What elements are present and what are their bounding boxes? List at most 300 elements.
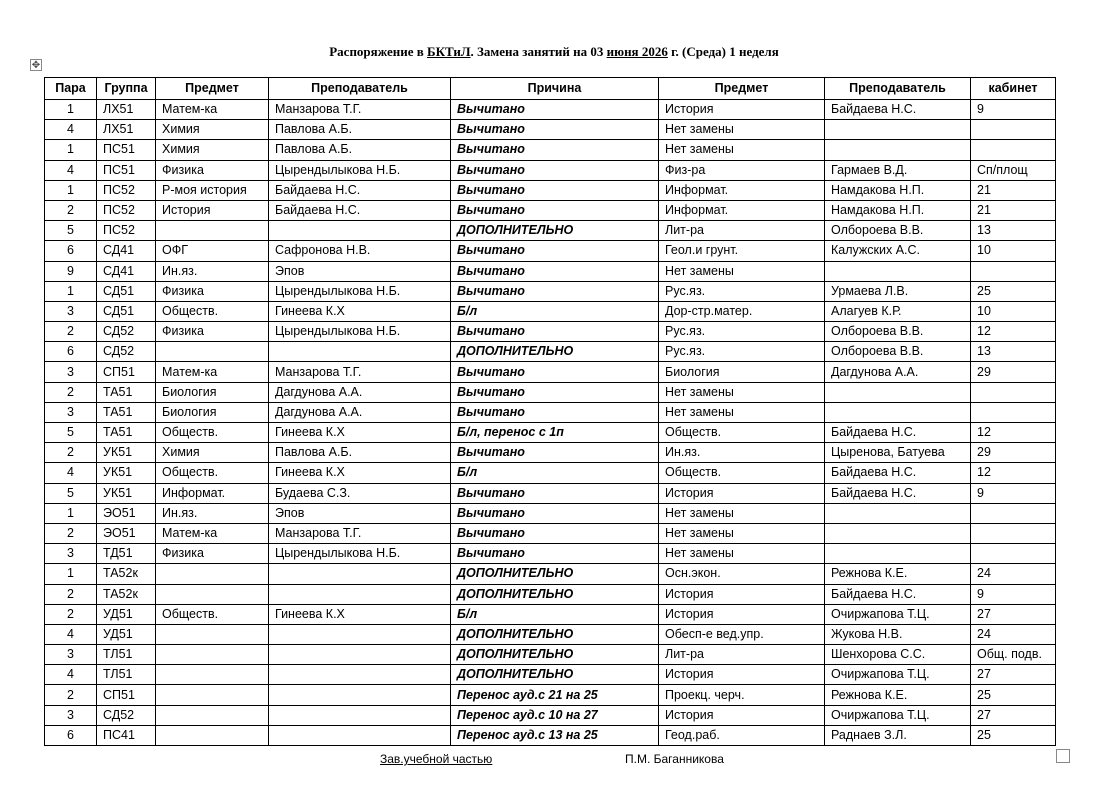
cell-teacher[interactable]: Гинеева К.Х	[269, 301, 451, 321]
cell-room[interactable]	[971, 544, 1056, 564]
cell-group[interactable]: ЛХ51	[97, 100, 156, 120]
cell-teacher[interactable]: Байдаева Н.С.	[269, 180, 451, 200]
cell-subject[interactable]: Обществ.	[156, 604, 269, 624]
cell-subject[interactable]: Физика	[156, 160, 269, 180]
cell-teacher[interactable]: Цырендылыкова Н.Б.	[269, 160, 451, 180]
cell-room[interactable]: 12	[971, 423, 1056, 443]
cell-group[interactable]: ПС52	[97, 200, 156, 220]
cell-room[interactable]: 12	[971, 463, 1056, 483]
table-row	[45, 402, 1056, 422]
cell-teacher[interactable]: Гинеева К.Х	[269, 463, 451, 483]
cell-teacher[interactable]	[269, 221, 451, 241]
cell-room[interactable]: 21	[971, 180, 1056, 200]
cell-new-teacher[interactable]: Олбороева В.В.	[825, 322, 971, 342]
cell-teacher[interactable]	[269, 584, 451, 604]
cell-group[interactable]: ТА51	[97, 402, 156, 422]
cell-subject[interactable]: Ин.яз.	[156, 261, 269, 281]
title-prefix: Распоряжение в	[329, 44, 427, 59]
cell-teacher[interactable]: Байдаева Н.С.	[269, 200, 451, 220]
header-subject: Предмет	[156, 78, 269, 100]
cell-para[interactable]: 3	[45, 544, 97, 564]
table-row	[45, 685, 1056, 705]
cell-para[interactable]: 3	[45, 645, 97, 665]
cell-new-teacher[interactable]: Очиржапова Т.Ц.	[825, 604, 971, 624]
table-row	[45, 564, 1056, 584]
cell-para[interactable]: 6	[45, 342, 97, 362]
cell-room[interactable]	[971, 120, 1056, 140]
cell-teacher[interactable]: Будаева С.З.	[269, 483, 451, 503]
cell-new-teacher[interactable]	[825, 523, 971, 543]
cell-group[interactable]: ТЛ51	[97, 665, 156, 685]
cell-subject[interactable]: Матем-ка	[156, 100, 269, 120]
header-teacher: Преподаватель	[269, 78, 451, 100]
cell-group[interactable]: СД52	[97, 322, 156, 342]
cell-subject[interactable]	[156, 645, 269, 665]
cell-subject[interactable]: Матем-ка	[156, 523, 269, 543]
cell-para[interactable]: 1	[45, 564, 97, 584]
cell-reason[interactable]: Вычитано	[451, 160, 659, 180]
cell-subject[interactable]: Физика	[156, 322, 269, 342]
cell-new-subject[interactable]: Нет замены	[659, 261, 825, 281]
cell-reason[interactable]: Вычитано	[451, 200, 659, 220]
cell-room[interactable]: 24	[971, 564, 1056, 584]
cell-group[interactable]: СД51	[97, 281, 156, 301]
table-row	[45, 463, 1056, 483]
cell-subject[interactable]: Обществ.	[156, 463, 269, 483]
cell-new-subject[interactable]: История	[659, 483, 825, 503]
cell-teacher[interactable]: Дагдунова А.А.	[269, 402, 451, 422]
cell-reason[interactable]: Вычитано	[451, 503, 659, 523]
cell-para[interactable]: 1	[45, 140, 97, 160]
cell-new-teacher[interactable]: Намдакова Н.П.	[825, 180, 971, 200]
cell-reason[interactable]: ДОПОЛНИТЕЛЬНО	[451, 564, 659, 584]
cell-room[interactable]	[971, 140, 1056, 160]
cell-new-subject[interactable]: Геол.и грунт.	[659, 241, 825, 261]
cell-room[interactable]	[971, 382, 1056, 402]
cell-new-teacher[interactable]: Шенхорова С.С.	[825, 645, 971, 665]
table-row	[45, 362, 1056, 382]
cell-new-subject[interactable]: Ин.яз.	[659, 443, 825, 463]
cell-room[interactable]: 13	[971, 221, 1056, 241]
cell-new-teacher[interactable]: Режнова К.Е.	[825, 685, 971, 705]
cell-room[interactable]: 27	[971, 604, 1056, 624]
cell-para[interactable]: 1	[45, 100, 97, 120]
cell-group[interactable]: УК51	[97, 463, 156, 483]
table-row	[45, 221, 1056, 241]
cell-new-teacher[interactable]	[825, 503, 971, 523]
cell-subject[interactable]: Физика	[156, 544, 269, 564]
table-row	[45, 160, 1056, 180]
cell-reason[interactable]: Вычитано	[451, 362, 659, 382]
cell-teacher[interactable]: Манзарова Т.Г.	[269, 523, 451, 543]
cell-new-teacher[interactable]	[825, 120, 971, 140]
cell-new-teacher[interactable]: Раднаев З.Л.	[825, 725, 971, 745]
cell-group[interactable]: СП51	[97, 362, 156, 382]
cell-new-teacher[interactable]: Байдаева Н.С.	[825, 100, 971, 120]
cell-para[interactable]: 1	[45, 180, 97, 200]
cell-para[interactable]: 9	[45, 261, 97, 281]
cell-new-teacher[interactable]: Очиржапова Т.Ц.	[825, 665, 971, 685]
cell-subject[interactable]: Физика	[156, 281, 269, 301]
table-header-row	[45, 78, 1056, 100]
cell-subject[interactable]: Матем-ка	[156, 362, 269, 382]
cell-room[interactable]: 13	[971, 342, 1056, 362]
cell-para[interactable]: 5	[45, 423, 97, 443]
cell-teacher[interactable]: Манзарова Т.Г.	[269, 100, 451, 120]
cell-group[interactable]: СД52	[97, 705, 156, 725]
cell-para[interactable]: 3	[45, 705, 97, 725]
table-row	[45, 645, 1056, 665]
cell-reason[interactable]: Вычитано	[451, 140, 659, 160]
table-row	[45, 322, 1056, 342]
cell-new-teacher[interactable]: Цыренова, Батуева	[825, 443, 971, 463]
cell-room[interactable]: 10	[971, 301, 1056, 321]
cell-room[interactable]: 29	[971, 443, 1056, 463]
table-row	[45, 100, 1056, 120]
cell-group[interactable]: СД52	[97, 342, 156, 362]
cell-new-subject[interactable]: Биология	[659, 362, 825, 382]
cell-para[interactable]: 3	[45, 402, 97, 422]
cell-teacher[interactable]	[269, 685, 451, 705]
cell-subject[interactable]	[156, 564, 269, 584]
cell-subject[interactable]: Биология	[156, 402, 269, 422]
cell-para[interactable]: 2	[45, 523, 97, 543]
table-row	[45, 382, 1056, 402]
cell-group[interactable]: УД51	[97, 624, 156, 644]
cell-room[interactable]: 25	[971, 725, 1056, 745]
footer-position: Зав.учебной частью	[380, 752, 493, 766]
cell-teacher[interactable]: Павлова А.Б.	[269, 140, 451, 160]
cell-room[interactable]: Сп/площ	[971, 160, 1056, 180]
cell-subject[interactable]	[156, 725, 269, 745]
table-resize-handle[interactable]	[1056, 749, 1070, 763]
cell-new-subject[interactable]: История	[659, 584, 825, 604]
table-row	[45, 523, 1056, 543]
cell-teacher[interactable]	[269, 624, 451, 644]
cell-group[interactable]: СД41	[97, 241, 156, 261]
cell-para[interactable]: 4	[45, 160, 97, 180]
cell-group[interactable]: ЛХ51	[97, 120, 156, 140]
cell-teacher[interactable]	[269, 564, 451, 584]
cell-reason[interactable]: Вычитано	[451, 544, 659, 564]
cell-new-subject[interactable]: Обществ.	[659, 463, 825, 483]
cell-para[interactable]: 4	[45, 624, 97, 644]
cell-new-subject[interactable]: Нет замены	[659, 140, 825, 160]
cell-room[interactable]: 25	[971, 685, 1056, 705]
cell-para[interactable]: 5	[45, 221, 97, 241]
cell-teacher[interactable]: Цырендылыкова Н.Б.	[269, 544, 451, 564]
cell-reason[interactable]: Вычитано	[451, 402, 659, 422]
cell-group[interactable]: ТА51	[97, 423, 156, 443]
cell-para[interactable]: 2	[45, 443, 97, 463]
cell-para[interactable]: 4	[45, 120, 97, 140]
cell-teacher[interactable]	[269, 705, 451, 725]
cell-para[interactable]: 2	[45, 382, 97, 402]
table-row	[45, 180, 1056, 200]
table-row	[45, 604, 1056, 624]
cell-subject[interactable]	[156, 685, 269, 705]
cell-group[interactable]: ТА52к	[97, 584, 156, 604]
cell-para[interactable]: 1	[45, 503, 97, 523]
cell-subject[interactable]: Р-моя история	[156, 180, 269, 200]
cell-reason[interactable]: Вычитано	[451, 443, 659, 463]
cell-room[interactable]: 27	[971, 705, 1056, 725]
table-row	[45, 725, 1056, 745]
cell-new-teacher[interactable]: Байдаева Н.С.	[825, 423, 971, 443]
cell-group[interactable]: ПС41	[97, 725, 156, 745]
table-row	[45, 241, 1056, 261]
cell-new-teacher[interactable]	[825, 402, 971, 422]
cell-new-teacher[interactable]: Режнова К.Е.	[825, 564, 971, 584]
cell-reason[interactable]: ДОПОЛНИТЕЛЬНО	[451, 221, 659, 241]
cell-room[interactable]: 9	[971, 100, 1056, 120]
cell-group[interactable]: ЭО51	[97, 503, 156, 523]
cell-teacher[interactable]: Гинеева К.Х	[269, 423, 451, 443]
cell-new-subject[interactable]: Рус.яз.	[659, 322, 825, 342]
cell-teacher[interactable]	[269, 725, 451, 745]
header-new-teacher: Преподаватель	[825, 78, 971, 100]
cell-subject[interactable]: Ин.яз.	[156, 503, 269, 523]
cell-group[interactable]: СД41	[97, 261, 156, 281]
table-row	[45, 281, 1056, 301]
cell-subject[interactable]: ОФГ	[156, 241, 269, 261]
cell-new-subject[interactable]: Информат.	[659, 200, 825, 220]
cell-new-teacher[interactable]: Олбороева В.В.	[825, 221, 971, 241]
cell-para[interactable]: 2	[45, 685, 97, 705]
table-row	[45, 342, 1056, 362]
cell-new-teacher[interactable]	[825, 544, 971, 564]
table-row	[45, 120, 1056, 140]
table-row	[45, 503, 1056, 523]
cell-reason[interactable]: ДОПОЛНИТЕЛЬНО	[451, 665, 659, 685]
cell-new-subject[interactable]: Геод.раб.	[659, 725, 825, 745]
cell-teacher[interactable]: Цырендылыкова Н.Б.	[269, 322, 451, 342]
header-new-subject: Предмет	[659, 78, 825, 100]
cell-reason[interactable]: Б/л	[451, 301, 659, 321]
header-group: Группа	[97, 78, 156, 100]
table-row	[45, 423, 1056, 443]
cell-room[interactable]: 25	[971, 281, 1056, 301]
cell-new-subject[interactable]: Дор-стр.матер.	[659, 301, 825, 321]
cell-room[interactable]	[971, 261, 1056, 281]
cell-new-subject[interactable]: Обесп-е вед.упр.	[659, 624, 825, 644]
footer-signer: П.М. Баганникова	[625, 752, 724, 766]
cell-para[interactable]: 2	[45, 322, 97, 342]
cell-room[interactable]	[971, 523, 1056, 543]
cell-subject[interactable]: Биология	[156, 382, 269, 402]
cell-subject[interactable]: Химия	[156, 443, 269, 463]
cell-para[interactable]: 1	[45, 281, 97, 301]
cell-reason[interactable]: Перенос ауд.с 21 на 25	[451, 685, 659, 705]
cell-group[interactable]: ПС52	[97, 221, 156, 241]
cell-subject[interactable]	[156, 221, 269, 241]
cell-reason[interactable]: Вычитано	[451, 261, 659, 281]
cell-new-teacher[interactable]: Очиржапова Т.Ц.	[825, 705, 971, 725]
cell-new-teacher[interactable]: Гармаев В.Д.	[825, 160, 971, 180]
table-row	[45, 544, 1056, 564]
cell-para[interactable]: 6	[45, 725, 97, 745]
cell-reason[interactable]: Вычитано	[451, 120, 659, 140]
cell-teacher[interactable]: Дагдунова А.А.	[269, 382, 451, 402]
cell-group[interactable]: ЭО51	[97, 523, 156, 543]
cell-para[interactable]: 3	[45, 301, 97, 321]
cell-subject[interactable]	[156, 342, 269, 362]
table-row	[45, 584, 1056, 604]
cell-room[interactable]: 10	[971, 241, 1056, 261]
cell-new-subject[interactable]: Проекц. черч.	[659, 685, 825, 705]
cell-group[interactable]: ПС52	[97, 180, 156, 200]
cell-reason[interactable]: Вычитано	[451, 483, 659, 503]
cell-new-subject[interactable]: Лит-ра	[659, 221, 825, 241]
cell-new-subject[interactable]: Обществ.	[659, 423, 825, 443]
cell-para[interactable]: 4	[45, 665, 97, 685]
cell-new-subject[interactable]: Нет замены	[659, 503, 825, 523]
title-month-year: июня 2026	[606, 44, 668, 59]
cell-new-teacher[interactable]: Байдаева Н.С.	[825, 463, 971, 483]
cell-reason[interactable]: Вычитано	[451, 180, 659, 200]
cell-reason[interactable]: Вычитано	[451, 523, 659, 543]
cell-reason[interactable]: Вычитано	[451, 281, 659, 301]
cell-room[interactable]: 9	[971, 584, 1056, 604]
cell-new-subject[interactable]: Нет замены	[659, 402, 825, 422]
cell-group[interactable]: ТД51	[97, 544, 156, 564]
cell-group[interactable]: СП51	[97, 685, 156, 705]
cell-group[interactable]: ТЛ51	[97, 645, 156, 665]
cell-subject[interactable]: Информат.	[156, 483, 269, 503]
cell-reason[interactable]: ДОПОЛНИТЕЛЬНО	[451, 624, 659, 644]
cell-new-teacher[interactable]: Урмаева Л.В.	[825, 281, 971, 301]
cell-new-teacher[interactable]: Олбороева В.В.	[825, 342, 971, 362]
cell-new-teacher[interactable]: Алагуев К.Р.	[825, 301, 971, 321]
cell-para[interactable]: 3	[45, 362, 97, 382]
cell-room[interactable]: 27	[971, 665, 1056, 685]
cell-group[interactable]: ПС51	[97, 160, 156, 180]
cell-new-subject[interactable]: Информат.	[659, 180, 825, 200]
table-row	[45, 443, 1056, 463]
cell-new-teacher[interactable]	[825, 382, 971, 402]
cell-group[interactable]: УД51	[97, 604, 156, 624]
cell-teacher[interactable]	[269, 665, 451, 685]
cell-group[interactable]: ТА52к	[97, 564, 156, 584]
cell-para[interactable]: 4	[45, 463, 97, 483]
cell-teacher[interactable]: Цырендылыкова Н.Б.	[269, 281, 451, 301]
substitution-table	[44, 77, 1056, 746]
cell-group[interactable]: ТА51	[97, 382, 156, 402]
table-row	[45, 705, 1056, 725]
cell-new-subject[interactable]: Нет замены	[659, 120, 825, 140]
cell-new-subject[interactable]: История	[659, 604, 825, 624]
cell-new-subject[interactable]: Нет замены	[659, 523, 825, 543]
cell-teacher[interactable]: Эпов	[269, 261, 451, 281]
cell-subject[interactable]	[156, 624, 269, 644]
table-row	[45, 483, 1056, 503]
cell-subject[interactable]: Обществ.	[156, 301, 269, 321]
header-para: Пара	[45, 78, 97, 100]
title-suffix: г. (Среда) 1 неделя	[667, 44, 779, 59]
cell-reason[interactable]: Вычитано	[451, 241, 659, 261]
cell-subject[interactable]	[156, 705, 269, 725]
cell-room[interactable]: 21	[971, 200, 1056, 220]
cell-teacher[interactable]: Сафронова Н.В.	[269, 241, 451, 261]
cell-new-subject[interactable]: Физ-ра	[659, 160, 825, 180]
cell-new-teacher[interactable]: Жукова Н.В.	[825, 624, 971, 644]
cell-new-subject[interactable]: Лит-ра	[659, 645, 825, 665]
cell-teacher[interactable]	[269, 645, 451, 665]
cell-reason[interactable]: ДОПОЛНИТЕЛЬНО	[451, 584, 659, 604]
cell-reason[interactable]: ДОПОЛНИТЕЛЬНО	[451, 645, 659, 665]
cell-new-subject[interactable]: Рус.яз.	[659, 342, 825, 362]
cell-room[interactable]: 24	[971, 624, 1056, 644]
cell-new-subject[interactable]: История	[659, 100, 825, 120]
cell-room[interactable]: 29	[971, 362, 1056, 382]
cell-para[interactable]: 5	[45, 483, 97, 503]
cell-group[interactable]: УК51	[97, 443, 156, 463]
cell-room[interactable]	[971, 503, 1056, 523]
cell-reason[interactable]: Вычитано	[451, 322, 659, 342]
cell-new-subject[interactable]: Рус.яз.	[659, 281, 825, 301]
table-row	[45, 665, 1056, 685]
cell-new-teacher[interactable]: Дагдунова А.А.	[825, 362, 971, 382]
cell-subject[interactable]	[156, 665, 269, 685]
table-row	[45, 261, 1056, 281]
cell-new-subject[interactable]: История	[659, 665, 825, 685]
cell-new-teacher[interactable]: Намдакова Н.П.	[825, 200, 971, 220]
cell-subject[interactable]: Химия	[156, 120, 269, 140]
cell-new-subject[interactable]: Осн.экон.	[659, 564, 825, 584]
cell-teacher[interactable]: Манзарова Т.Г.	[269, 362, 451, 382]
cell-group[interactable]: СД51	[97, 301, 156, 321]
cell-reason[interactable]: Перенос ауд.с 10 на 27	[451, 705, 659, 725]
cell-reason[interactable]: Вычитано	[451, 382, 659, 402]
cell-subject[interactable]: История	[156, 200, 269, 220]
cell-teacher[interactable]	[269, 342, 451, 362]
cell-reason[interactable]: ДОПОЛНИТЕЛЬНО	[451, 342, 659, 362]
cell-new-teacher[interactable]: Калужских А.С.	[825, 241, 971, 261]
cell-new-teacher[interactable]: Байдаева Н.С.	[825, 584, 971, 604]
cell-new-subject[interactable]: Нет замены	[659, 382, 825, 402]
cell-para[interactable]: 2	[45, 584, 97, 604]
cell-reason[interactable]: Б/л	[451, 463, 659, 483]
cell-teacher[interactable]: Гинеева К.Х	[269, 604, 451, 624]
cell-group[interactable]: УК51	[97, 483, 156, 503]
cell-reason[interactable]: Перенос ауд.с 13 на 25	[451, 725, 659, 745]
cell-new-teacher[interactable]	[825, 140, 971, 160]
cell-room[interactable]: 9	[971, 483, 1056, 503]
cell-para[interactable]: 2	[45, 604, 97, 624]
cell-teacher[interactable]: Павлова А.Б.	[269, 120, 451, 140]
cell-new-teacher[interactable]	[825, 261, 971, 281]
cell-subject[interactable]: Химия	[156, 140, 269, 160]
cell-new-subject[interactable]: История	[659, 705, 825, 725]
cell-subject[interactable]	[156, 584, 269, 604]
cell-para[interactable]: 6	[45, 241, 97, 261]
cell-room[interactable]: Общ. подв.	[971, 645, 1056, 665]
cell-teacher[interactable]: Павлова А.Б.	[269, 443, 451, 463]
table-move-handle-icon[interactable]: ✥	[31, 60, 41, 71]
cell-room[interactable]	[971, 402, 1056, 422]
cell-reason[interactable]: Б/л	[451, 604, 659, 624]
cell-teacher[interactable]: Эпов	[269, 503, 451, 523]
cell-reason[interactable]: Вычитано	[451, 100, 659, 120]
cell-new-teacher[interactable]: Байдаева Н.С.	[825, 483, 971, 503]
document-title	[0, 44, 1108, 60]
cell-reason[interactable]: Б/л, перенос с 1п	[451, 423, 659, 443]
cell-group[interactable]: ПС51	[97, 140, 156, 160]
cell-para[interactable]: 2	[45, 200, 97, 220]
cell-subject[interactable]: Обществ.	[156, 423, 269, 443]
cell-new-subject[interactable]: Нет замены	[659, 544, 825, 564]
cell-room[interactable]: 12	[971, 322, 1056, 342]
